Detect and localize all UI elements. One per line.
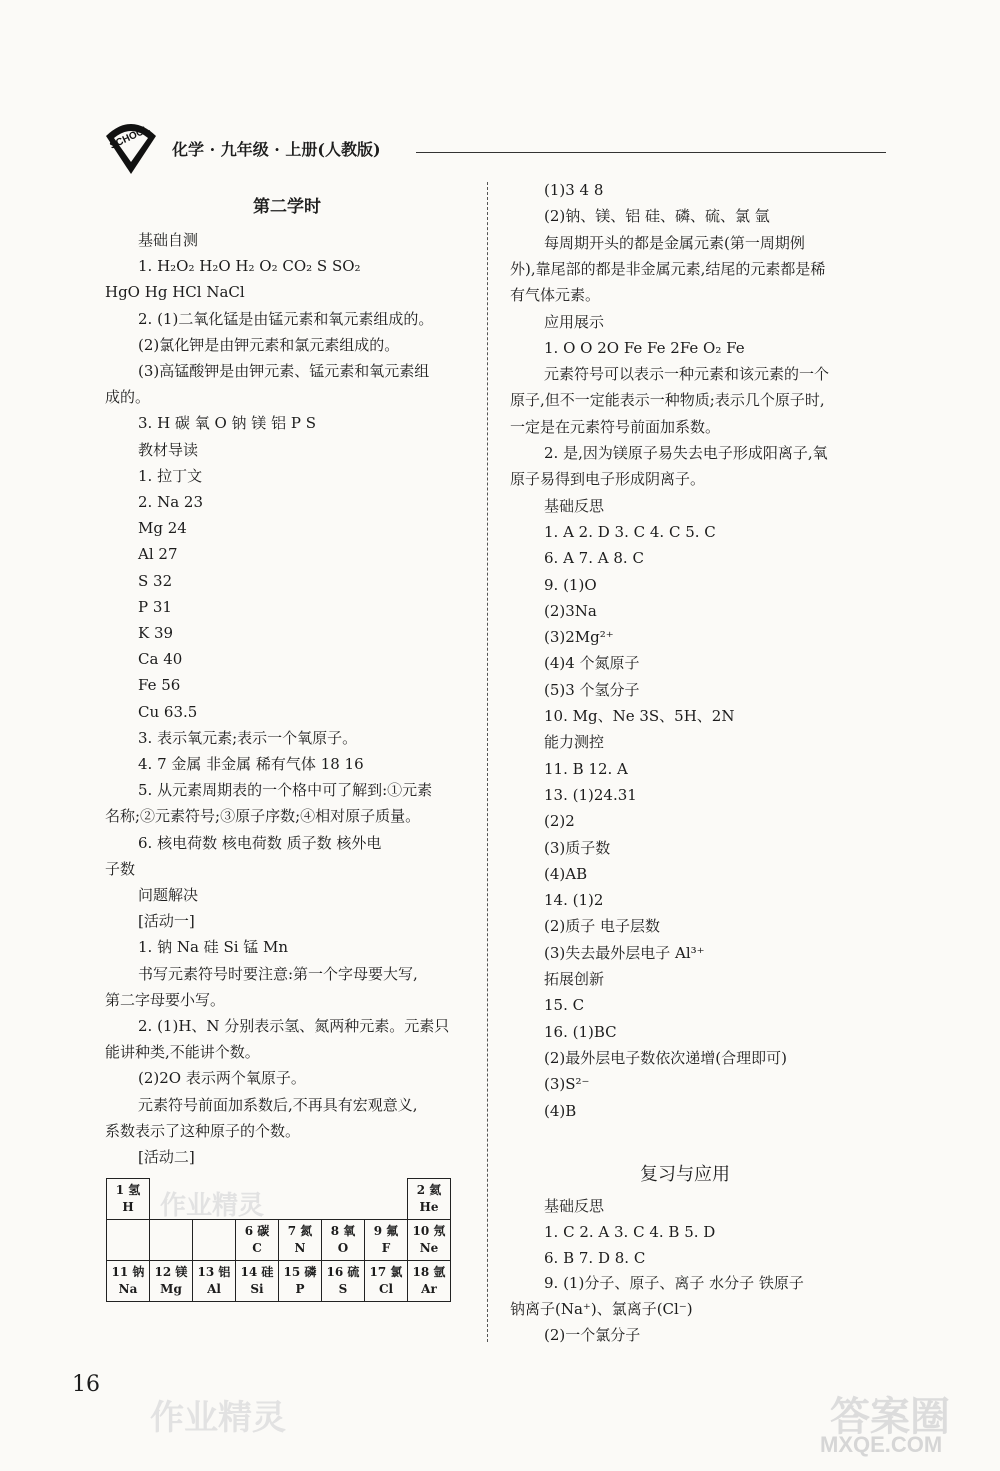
cell-symbol: N: [294, 1241, 306, 1255]
school-badge-icon: [100, 118, 162, 176]
text-line: 1. 钠 Na 硅 Si 锰 Mn: [138, 938, 289, 957]
page-number: 16: [72, 1372, 100, 1397]
table-cell: [365, 1261, 408, 1302]
table-cell: [150, 1261, 193, 1302]
text-line: 2. (1)H、N 分别表示氢、氮两种元素。元素只: [138, 1017, 450, 1035]
text-line: 16. (1)BC: [544, 1022, 617, 1041]
text-line: 原子易得到电子形成阴离子。: [510, 470, 706, 489]
table-cell: [279, 1220, 322, 1261]
table-cell: [107, 1261, 150, 1302]
text-line: (3)质子数: [544, 838, 611, 857]
text-line: (5)3 个氢分子: [544, 680, 640, 699]
text-line: 10. Mg、Ne 3S、5H、2N: [544, 707, 735, 725]
text-line: 成的。: [105, 388, 151, 407]
text-line: 1. C 2. A 3. C 4. B 5. D: [544, 1222, 716, 1241]
cell-number-name: 12 镁: [154, 1265, 188, 1279]
table-row: [107, 1179, 451, 1220]
watermark-logo: 答案圈: [830, 1393, 950, 1440]
table-cell-blank: [193, 1220, 236, 1261]
table-cell: [322, 1261, 365, 1302]
text-line: (3)S²⁻: [544, 1075, 590, 1094]
table-row: [107, 1261, 451, 1302]
table-cell: [322, 1220, 365, 1261]
text-line: 4. 7 金属 非金属 稀有气体 18 16: [138, 755, 364, 773]
text-line: (3)失去最外层电子 Al³⁺: [544, 943, 705, 962]
school-badge-text: SCHOOL: [108, 123, 152, 152]
table-cell: [236, 1261, 279, 1302]
text-line: 基础反思: [544, 1197, 605, 1215]
text-line: 外),靠尾部的都是非金属元素,结尾的元素都是稀: [510, 259, 826, 278]
cell-number-name: 9 氟: [373, 1224, 399, 1238]
text-line: P 31: [138, 597, 172, 616]
cell-number-name: 6 碳: [244, 1224, 270, 1238]
cell-symbol: Cl: [378, 1282, 394, 1296]
cell-symbol: H: [122, 1200, 134, 1214]
table-cell-empty: [365, 1179, 408, 1220]
column-divider: [487, 182, 488, 1342]
header-title: 化学 · 九年级 · 上册(人教版): [172, 140, 381, 159]
cell-symbol: S: [338, 1282, 348, 1296]
text-line: (2)质子 电子层数: [544, 917, 661, 936]
text-line: 能讲种类,不能讲个数。: [105, 1043, 260, 1062]
text-line: (3)2Mg²⁺: [544, 628, 614, 647]
text-line: (2)钠、镁、铝 硅、磷、硫、氯 氩: [544, 207, 770, 226]
text-line: (2)2O 表示两个氧原子。: [138, 1069, 306, 1088]
text-line: 11. B 12. A: [544, 759, 628, 778]
text-line: 2. 是,因为镁原子易失去电子形成阳离子,氧: [544, 444, 828, 462]
cell-number-name: 7 氮: [287, 1224, 313, 1238]
text-line: 2. (1)二氧化锰是由锰元素和氧元素组成的。: [138, 309, 434, 328]
text-line: 每周期开头的都是金属元素(第一周期例: [544, 233, 805, 252]
text-line: (1)3 4 8: [544, 181, 604, 199]
cell-number-name: 17 氯: [369, 1265, 403, 1279]
text-line: 6. 核电荷数 核电荷数 质子数 核外电: [138, 833, 382, 852]
text-line: (4)B: [544, 1101, 577, 1120]
cell-symbol: Mg: [160, 1282, 182, 1296]
right-section-title: 复习与应用: [640, 1164, 730, 1185]
text-line: 应用展示: [544, 312, 605, 331]
text-line: [活动一]: [138, 912, 195, 931]
text-line: 一定是在元素符号前面加系数。: [510, 417, 721, 436]
text-line: Cu 63.5: [138, 702, 198, 721]
text-line: 钠离子(Na⁺)、氯离子(Cl⁻): [510, 1300, 693, 1319]
text-line: 拓展创新: [544, 970, 605, 988]
text-line: (3)高锰酸钾是由钾元素、锰元素和氧元素组: [138, 362, 430, 380]
text-line: 名称;②元素符号;③原子序数;④相对原子质量。: [105, 807, 421, 826]
cell-number-name: 13 铝: [197, 1265, 231, 1279]
text-line: 原子,但不一定能表示一种物质;表示几个原子时,: [510, 391, 825, 410]
text-line: 问题解决: [138, 886, 199, 904]
text-line: 1. 拉丁文: [138, 466, 203, 485]
text-line: (4)AB: [544, 864, 588, 883]
table-cell-blank: [150, 1220, 193, 1261]
text-line: 1. H₂O₂ H₂O H₂ O₂ CO₂ S SO₂: [138, 257, 361, 276]
text-line: 3. H 碳 氧 O 钠 镁 铝 P S: [138, 414, 316, 433]
table-cell: [365, 1220, 408, 1261]
text-line: (2)3Na: [544, 601, 597, 620]
cell-number-name: 11 钠: [111, 1265, 145, 1279]
text-line: 子数: [105, 859, 136, 878]
table-cell-empty: [279, 1179, 322, 1220]
text-line: (2)一个氯分子: [544, 1326, 641, 1344]
cell-symbol: Ar: [421, 1282, 437, 1296]
text-line: 9. (1)分子、原子、离子 水分子 铁原子: [544, 1274, 804, 1293]
table-cell-blank: [107, 1220, 150, 1261]
text-line: 9. (1)O: [544, 575, 597, 594]
table-cell: [193, 1261, 236, 1302]
text-line: 能力测控: [544, 733, 605, 752]
text-line: S 32: [138, 571, 173, 590]
cell-symbol: He: [419, 1200, 439, 1214]
cell-number-name: 15 磷: [283, 1265, 317, 1279]
cell-symbol: P: [295, 1282, 305, 1296]
cell-number-name: 14 硅: [240, 1265, 274, 1279]
table-cell: [279, 1261, 322, 1302]
table-cell: [408, 1220, 451, 1261]
text-line: 3. 表示氧元素;表示一个氧原子。: [138, 728, 358, 747]
text-line: 元素符号可以表示一种元素和该元素的一个: [544, 365, 830, 384]
cell-symbol: Ne: [419, 1241, 439, 1255]
table-row: [107, 1220, 451, 1261]
text-line: 书写元素符号时要注意:第一个字母要大写,: [138, 964, 418, 983]
text-line: 5. 从元素周期表的一个格中可了解到:①元素: [138, 781, 433, 800]
text-line: 教材导读: [138, 440, 199, 459]
text-line: 1. A 2. D 3. C 4. C 5. C: [544, 522, 716, 541]
cell-number-name: 18 氩: [412, 1265, 446, 1279]
text-line: 第二字母要小写。: [105, 990, 226, 1009]
left-section-title: 第二学时: [253, 197, 321, 217]
table-cell: [408, 1261, 451, 1302]
cell-symbol: O: [337, 1241, 349, 1255]
text-line: 元素符号前面加系数后,不再具有宏观意义,: [138, 1095, 418, 1114]
cell-symbol: C: [252, 1241, 262, 1255]
text-line: 有气体元素。: [510, 286, 601, 305]
cell-number-name: 10 氖: [412, 1224, 446, 1238]
table-cell: [408, 1179, 451, 1220]
text-line: 6. B 7. D 8. C: [544, 1248, 646, 1267]
cell-number-name: 2 氦: [416, 1183, 442, 1197]
header-rule: [416, 152, 886, 153]
text-line: (2)氯化钾是由钾元素和氯元素组成的。: [138, 335, 400, 354]
text-line: 15. C: [544, 996, 585, 1015]
text-line: 系数表示了这种原子的个数。: [105, 1121, 301, 1140]
text-line: (2)2: [544, 812, 575, 831]
table-cell-empty: [322, 1179, 365, 1220]
cell-number-name: 16 硫: [326, 1265, 360, 1279]
cell-symbol: Si: [250, 1282, 264, 1296]
cell-number-name: 1 氢: [115, 1183, 141, 1197]
text-line: 13. (1)24.31: [544, 785, 637, 804]
text-line: Ca 40: [138, 650, 183, 669]
text-line: 基础反思: [544, 496, 605, 515]
text-line: Fe 56: [138, 676, 181, 695]
text-line: (2)最外层电子数依次递增(合理即可): [544, 1048, 787, 1067]
cell-symbol: F: [381, 1241, 391, 1255]
text-line: Mg 24: [138, 519, 187, 538]
text-line: 1. O O 2O Fe Fe 2Fe O₂ Fe: [544, 338, 745, 357]
cell-symbol: Na: [118, 1282, 138, 1296]
cell-number-name: 8 氧: [330, 1224, 356, 1238]
text-line: [活动二]: [138, 1148, 195, 1166]
table-cell: [107, 1179, 150, 1220]
periodic-table-fragment: [106, 1178, 451, 1302]
text-line: K 39: [138, 624, 174, 642]
text-line: Al 27: [138, 545, 178, 564]
text-line: 14. (1)2: [544, 891, 604, 910]
text-line: 6. A 7. A 8. C: [544, 549, 644, 568]
watermark-text: 作业精灵: [160, 1191, 265, 1221]
text-line: HgO Hg HCl NaCl: [105, 283, 245, 302]
table-cell: [236, 1220, 279, 1261]
watermark-text: 作业精灵: [150, 1398, 286, 1438]
watermark-url: MXQE.COM: [820, 1432, 943, 1457]
text-line: 2. Na 23: [138, 493, 204, 511]
text-line: 基础自测: [138, 231, 199, 249]
cell-symbol: Al: [207, 1282, 221, 1296]
text-line: (4)4 个氮原子: [544, 654, 640, 673]
